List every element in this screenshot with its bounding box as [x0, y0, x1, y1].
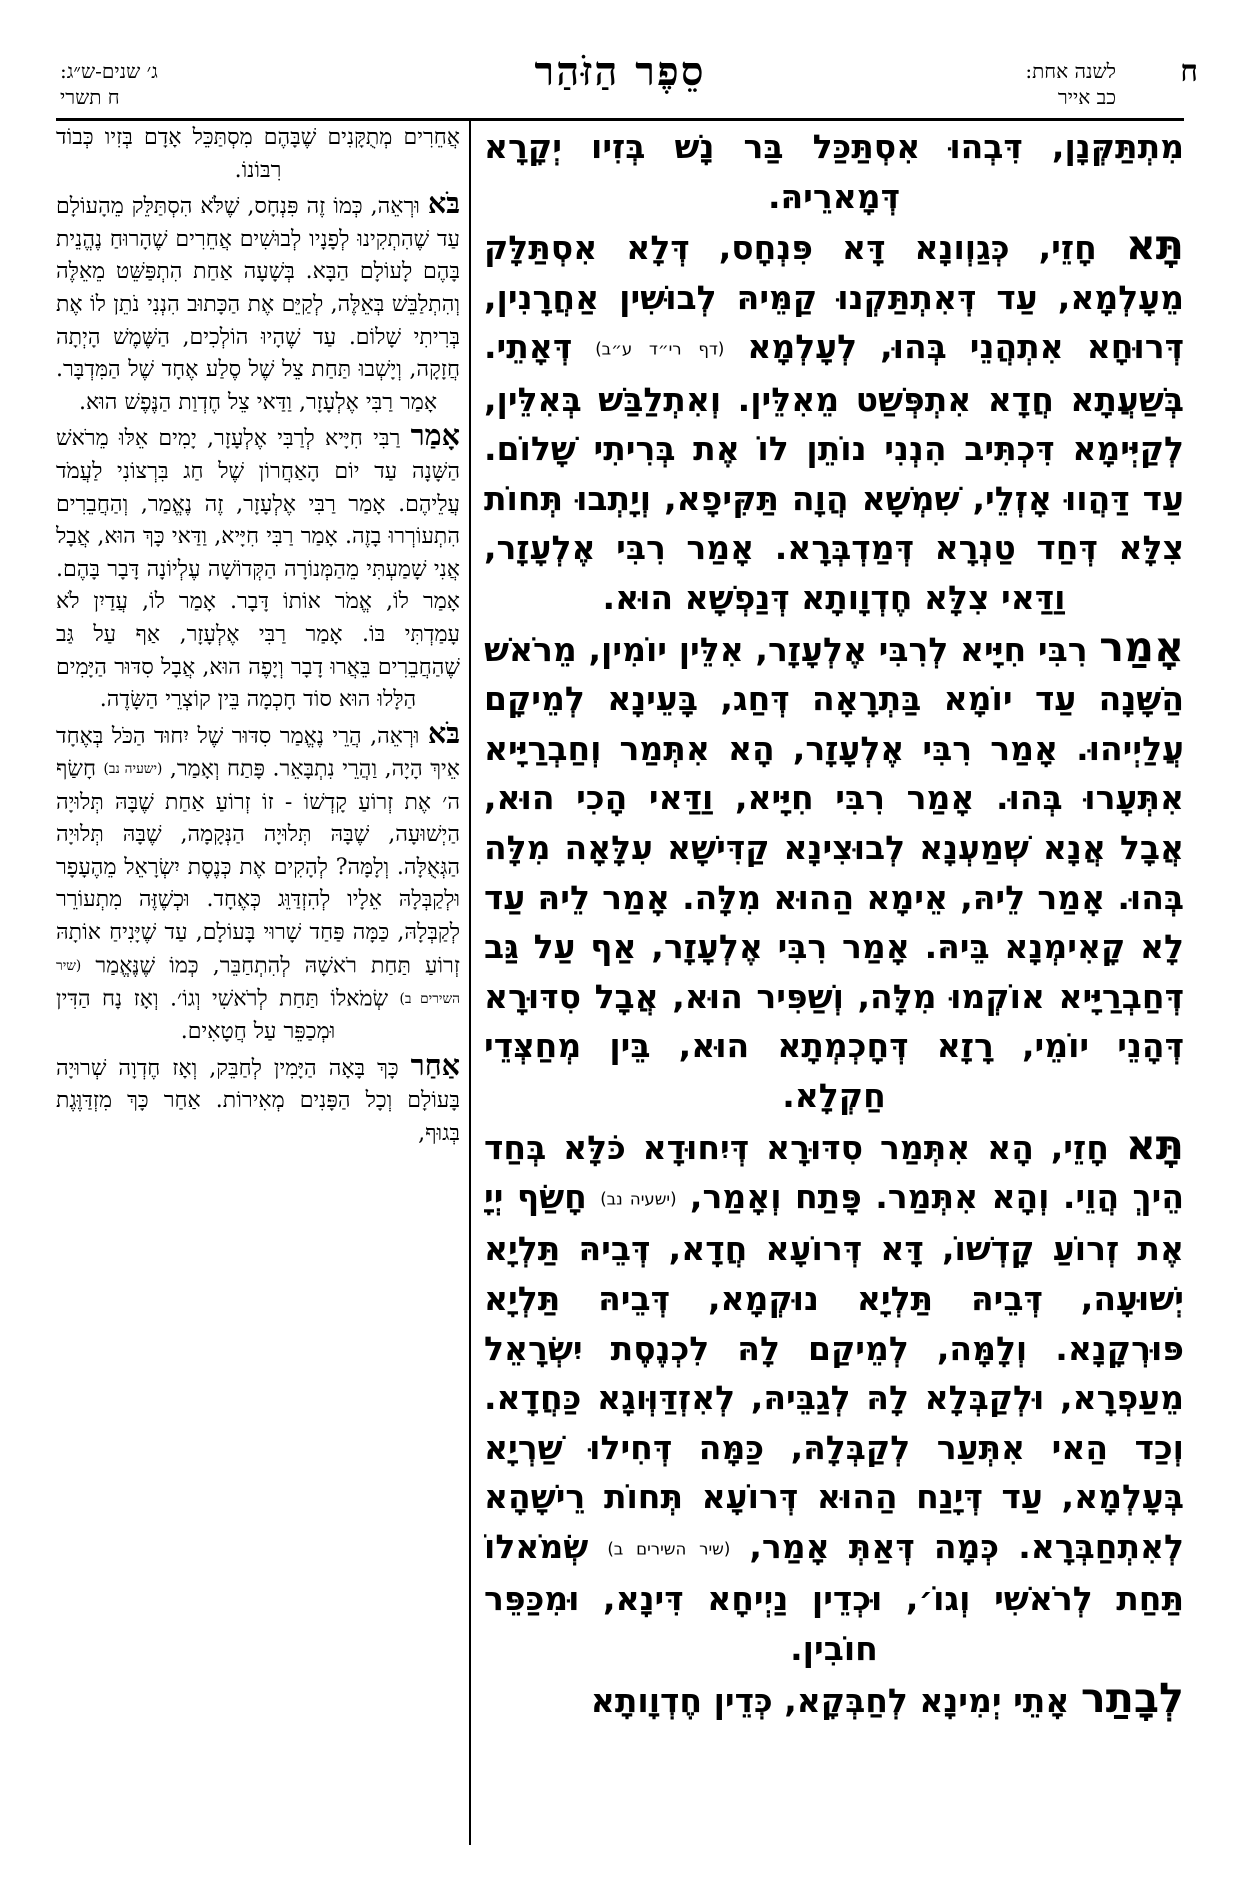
main-p4-text-b: חָשַׂף יְיָ אֶת זְרוֹעַ קָדְשׁוֹ, דָּא דְּרוֹעָא חֲדָא, דְּבֵיהּ תַּלְיָא יְשׁוּעָה, דְּבֵיהּ תַּלְיָא נוּקְמָא, דְּבֵיהּ תַּלְיָא פּוּרְקָנָא. וְלָמָּה, לְמֵיקַם לָהּ לִכְנֶסֶת יִשְׂרָאֵל מֵעַפְרָא, וּלְקַבְּלָא לָהּ לְגַבֵּיהּ, לְאִזְדַּוְּוגָא כַּחֲדָא. וְכַד הַאי אִתְּעַר לְקַבְּלָהּ, כַּמָּה דְּחִילוּ שַׁרְיָא בְּעָלְמָא, עַד דְּיָנַח הַהוּא דְּרוֹעָא תְּחוֹת רֵישָׁהָא לְאִתְחַבְּרָא. כְּמָה דְּאַתְּ אָמַר,: [484, 1177, 1184, 1567]
side-p4-text-b: חָשַׂף ה׳ אֶת זְרוֹעַ קָדְשׁוֹ - זוֹ זְרוֹעַ אַחַת שֶׁבָּהּ תְּלוּיָה הַיְשׁוּעָה, שֶׁבָּהּ תְּלוּיָה הַנְּקָמָה, שֶׁבָּהּ תְּלוּיָה הַגְּאֻלָּה. וְלָמָּה? לְהָקִים אֶת כְּנֶסֶת יִשְׂרָאֵל מֵהֶעָפָר וּלְקַבְּלָהּ אֵלָיו לְהִזְדַּוֵּג כְּאֶחָד. וּכְשֶׁזֶּה מִתְעוֹרֵר לְקַבְּלָהּ, כַּמָּה פַּחַד שָׁרוּי בָּעוֹלָם, עַד שֶׁיָּנִיחַ אוֹתָהּ זְרוֹעַ תַּחַת רֹאשָׁהּ לְהִתְחַבֵּר, כְּמוֹ שֶׁנֶּאֱמַר: [56, 757, 460, 979]
side-p4-ref2: (שיר השירים ב): [56, 957, 460, 1007]
main-p4-text-a: חָזֵי, הָא אִתְּמַר סִדּוּרָא דְּיִחוּדָא כֹּלָּא בְּחַד הֵיךְ הֲוֵי. וְהָא אִתְּמַר. פָּתַח וְאָמַר,: [484, 1127, 1184, 1217]
book-title: סֵפֶר הַזֹּהַר: [534, 48, 706, 95]
main-paragraph-2: [484, 221, 1184, 622]
main-p5-opener: לְבָתַר: [1080, 1673, 1184, 1722]
side-p4-text-a: וּרְאֵה, הֲרֵי נֶאֱמַר סִדּוּר שֶׁל יִחוּד הַכֹּל בְּאֶחָד אֵיךְ הָיָה, וַהֲרֵי נִתְבָּאֵר. פָּתַח וְאָמַר,: [56, 723, 460, 782]
side-paragraph-1: [56, 122, 460, 187]
main-p2-text-a: חָזֵי, כְּגַוְונָא דָּא פִּנְחָס, דְּלָא אִסְתַּלָּק מֵעָלְמָא, עַד דְּאִתְתַּקְנוּ קַמֵּיהּ לְבוּשִׁין אַחֲרָנִין, דְּרוּחָא אִתְהֲנֵי בְּהוּ, לְעָלְמָא: [484, 228, 1184, 367]
main-p2-ref: (דף רי״ד ע״ב): [595, 340, 725, 360]
side-p2-opener: בֹּא: [427, 186, 460, 221]
main-p4-opener: תָּא: [1125, 1120, 1184, 1169]
main-paragraph-3: [484, 623, 1184, 1121]
side-p3-opener: אָמַר: [410, 418, 460, 453]
main-p2-text-b: דְּאָתֵי. בְּשַׁעֲתָא חֲדָא אִתְפְּשַׁט מֵאִלֵּין. וְאִתְלַבַּשׁ בְּאִלֵּין, לְקַיְּימָא דִּכְתִּיב הִנְנִי נוֹתֵן לוֹ אֶת בְּרִיתִי שָׁלוֹם. עַד דַּהֲווּ אָזְלֵי, שִׁמְשָׁא הֲוָה תַּקִּיפָא, וְיָתְבוּ תְּחוֹת צִלָּא דְּחַד טַנְרָא דְּמַדְבְּרָא. אָמַר רִבִּי אֶלְעָזָר, וַדַּאי צִלָּא חֶדְוָותָא דְּנַפְשָׁא הוּא.: [484, 327, 1184, 618]
side-p4-opener: בֹּא: [427, 715, 460, 750]
header-left-line2: ח תשרי: [60, 85, 120, 109]
main-p3-text: רִבִּי חִיָּיא לְרִבִּי אֶלְעָזָר, אִלֵּין יוֹמִין, מֵרֹאשׁ הַשָּׁנָה עַד יוֹמָא בַּתְרָאָה דְּחַג, בָּעֵינָא לְמֵיקָם עֲלַיְיהוּ. אָמַר רִבִּי אֶלְעָזָר, הָא אִתְּמַר וְחַבְרַיָּיא אִתְּעָרוּ בְּהוּ. אָמַר רִבִּי חִיָּיא, וַדַּאי הָכִי הוּא, אֲבָל אֲנָא שְׁמַעְנָא לְבוּצִינָא קַדִּישָׁא עִלָּאָה מִלָּה בְּהוּ. אָמַר לֵיהּ, אֵימָא הַהוּא מִלָּה. אָמַר לֵיהּ עַד לָא קָאִימְנָא בֵּיהּ. אָמַר רִבִּי אֶלְעָזָר, אַף עַל גַּב דְּחַבְרַיָּיא אוֹקְמוּ מִלָּה, וְשַׁפִּיר הוּא, אֲבָל סִדּוּרָא דְּהָנֵי יוֹמֵי, רָזָא דְּחָכְמְתָא הוּא, בֵּין מְחַצְּדֵי חַקְלָא.: [484, 629, 1184, 1115]
main-p5-text: אָתֵי יְמִינָא לְחַבְּקָא, כְּדֵין חֶדְוָותָא: [590, 1680, 1081, 1720]
side-p3-text: רַבִּי חִיָּיא לְרַבִּי אֶלְעָזָר, יָמִים אֵלּוּ מֵרֹאשׁ הַשָּׁנָה עַד יוֹם הָאַחֲרוֹן שֶׁל חַג בִּרְצוֹנִי לַעֲמֹד עֲלֵיהֶם. אָמַר רַבִּי אֶלְעָזָר, זֶה נֶאֱמַר, וְהַחֲבֵרִים הִתְעוֹרְרוּ בָזֶה. אָמַר רַבִּי חִיָּיא, וַדַּאי כָּךְ הוּא, אֲבָל אֲנִי שָׁמַעְתִּי מֵהַמְּנוֹרָה הַקְּדוֹשָׁה עֶלְיוֹנָה דָּבָר בָּהֶם. אָמַר לוֹ, אֱמֹר אוֹתוֹ דָּבָר. אָמַר לוֹ, עֲדַיִן לֹא עָמַדְתִּי בּוֹ. אָמַר רַבִּי אֶלְעָזָר, אַף עַל גַּב שֶׁהַחֲבֵרִים בֵּאֲרוּ דָבָר וְיָפֶה הוּא, אֲבָל סִדּוּר הַיָּמִים הַלָּלוּ הוּא סוֹד חָכְמָה בֵּין קוֹצְרֵי הַשָּׂדֶה.: [56, 426, 460, 713]
aramaic-column: [484, 122, 1184, 1842]
side-p5-text: כָּךְ בָּאָה הַיָּמִין לְחַבֵּק, וְאָז חֶדְוָה שְׁרוּיָה בָּעוֹלָם וְכָל הַפָּנִים מְאִירוֹת. אַחַר כָּךְ מִזְדַּוֶּגֶת בְּגוּף,: [56, 1055, 460, 1146]
side-paragraph-3: [56, 419, 460, 716]
main-p2-opener: תָּא: [1125, 221, 1184, 270]
side-paragraph-2: [56, 187, 460, 419]
page-header: [60, 48, 1198, 118]
side-paragraph-5: [56, 1049, 460, 1151]
main-paragraph-5: [484, 1674, 1184, 1726]
side-paragraph-4: [56, 717, 460, 1049]
header-left-info: [60, 58, 158, 110]
main-p3-opener: אָמַר: [1099, 622, 1184, 671]
header-right-line1: לשנה אחת:: [1025, 59, 1116, 83]
side-p4-ref: (ישעיה נב): [103, 761, 163, 778]
main-paragraph-1: [484, 122, 1184, 221]
side-p1-text: אֲחֵרִים מְתֻקָּנִים שֶׁבָּהֶם מִסְתַּכֵּל אָדָם בְּזִיו כְּבוֹד רִבּוֹנוֹ.: [56, 125, 460, 183]
column-divider: [469, 120, 471, 1845]
hebrew-translation-column: [56, 122, 460, 1842]
main-p4-ref: (ישעיה נב): [600, 1189, 677, 1209]
header-left-line1: ג׳ שנים-ש״ג:: [60, 59, 158, 83]
header-rule: [56, 118, 1184, 121]
side-p5-opener: אַחַר: [410, 1047, 460, 1082]
main-p4-ref2: (שיר השירים ב): [607, 1539, 731, 1559]
main-p4-text-c: שְׂמֹאלוֹ תַּחַת לְרֹאשִׁי וְגוֹ׳, וּכְדֵין נַיְיחָא דִּינָא, וּמִכַּפֵּר חוֹבִין.: [484, 1527, 1184, 1668]
header-right-line2: כב אייר: [1057, 85, 1116, 109]
main-p1-text: מִתְתַּקְּנָן, דִּבְהוּ אִסְתַּכַּל בַּר נָשׁ בְּזִיו יְקָרָא דְּמָארֵיהּ.: [484, 127, 1184, 216]
side-p2-text: וּרְאֵה, כְּמוֹ זֶה פִּנְחָס, שֶׁלֹּא הִסְתַּלֵּק מֵהָעוֹלָם עַד שֶׁהִתְקִינוּ לְפָנָיו לְבוּשִׁים אֲחֵרִים שֶׁהָרוּחַ נֶהֱנֵית בָּהֶם לָעוֹלָם הַבָּא. בְּשָׁעָה אַחַת הִתְפַּשֵּׁט מֵאֵלֶּה וְהִתְלַבֵּשׁ בְּאֵלֶּה, לְקַיֵּם אֶת הַכָּתוּב הִנְנִי נֹתֵן לוֹ אֶת בְּרִיתִי שָׁלוֹם. עַד שֶׁהָיוּ הוֹלְכִים, הַשֶּׁמֶשׁ הָיְתָה חֲזָקָה, וְיָשְׁבוּ תַּחַת צֵל שֶׁל סֶלַע אֶחָד שֶׁל הַמִּדְבָּר. אָמַר רַבִּי אֶלְעָזָר, וַדַּאי צֵל חֶדְוַת הַנֶּפֶשׁ הוּא.: [56, 194, 460, 415]
page-number: ח: [1180, 54, 1198, 89]
main-paragraph-4: [484, 1121, 1184, 1674]
side-p4-text-c: שְׂמֹאלוֹ תַּחַת לְרֹאשִׁי וְגוֹ׳. וְאָז נָח הַדִּין וּמְכַפֵּר עַל חֲטָאִים.: [56, 986, 400, 1045]
